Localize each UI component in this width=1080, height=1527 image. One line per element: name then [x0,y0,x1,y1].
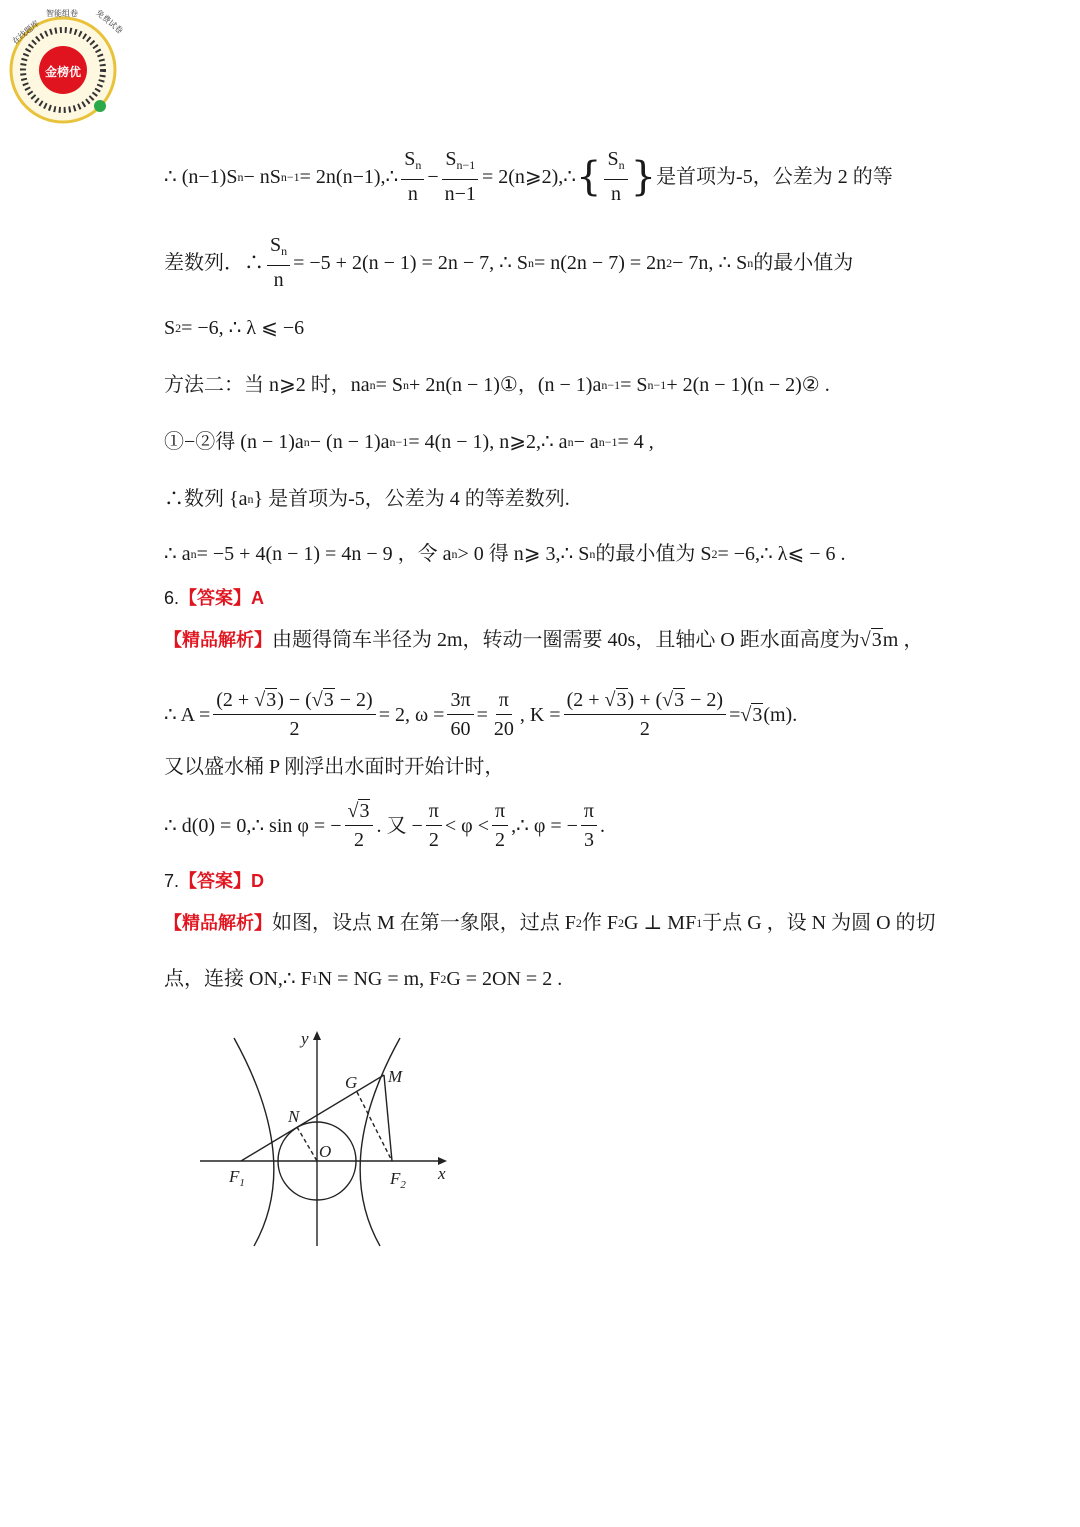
l10-a: ∴ A = [164,703,211,726]
label-f2-sub: 2 [400,1179,406,1191]
l1-d: = 2(n⩾2),∴ [481,165,577,188]
l7-b: = −5 + 4(n − 1) = 4n − 9 ，令 a [196,543,452,565]
l7-e: = −6,∴ λ⩽ − 6 . [717,543,846,565]
logo-center-text: 金榜优 [44,65,82,79]
l14-c: G ⊥ MF [624,912,697,934]
l1-f2n: S [445,148,457,170]
l14-sub2: 2 [618,916,625,930]
q6-answer-tag: 【答案】 [179,588,252,608]
l9-rad: 3 [871,629,882,651]
l1-frac-2 [442,147,479,206]
l12-d: ,∴ φ = − [511,814,578,837]
l1-a: ∴ (n−1)S [164,165,238,188]
label-f2 [389,1169,406,1191]
l12-frac-4 [581,799,597,852]
l15-sub1: 1 [311,972,318,986]
l2-sub2: n [747,255,754,270]
jinbangyou-logo [6,6,125,128]
l7-a: ∴ a [164,543,191,565]
l2-sup: 2 [666,255,673,270]
l4-e: + 2(n − 1)(n − 2)② . [666,374,830,396]
l10-b: = 2, ω = [378,703,445,726]
l12-f1d: 2 [353,829,364,851]
l10-frac-1: $\frac{(2 + √3) - (√3 - 2)}{2}$ [213,688,375,741]
l10-e: (m). [763,703,798,726]
line-11 [164,755,504,779]
line-9 [164,628,923,652]
line-2 [164,233,853,292]
l2-frac [267,233,290,292]
label-f1 [228,1167,245,1189]
l2-c: = n(2n − 7) = 2n [533,251,667,274]
l5-sub2: n−1 [389,435,409,449]
l14-a: 如图，设点 M 在第一象限，过点 F [272,912,576,934]
l1-f3n: S [607,148,619,170]
l1-f2d: n−1 [444,183,476,205]
l15-b: N = NG = m, F [317,968,441,990]
l12-frac-1: $\frac{√3}{2}$ [345,799,374,852]
l5-sub4: n−1 [598,435,618,449]
l12-f4d: 3 [583,829,594,851]
q6-number: 6. [164,588,180,608]
q7-answer-tag: 【答案】 [179,871,252,891]
l4-d: = S [620,374,648,396]
l1-f1ns: n [415,158,422,172]
l10-f1n-c: − 2) [334,689,373,711]
l10-f4n-r1: 3 [616,689,627,711]
l14-sub3: 1 [696,916,703,930]
l10-frac-4: $\frac{(2 + √3) + (√3 - 2)}{2}$ [564,688,726,741]
l10-sqrt: √3 [740,703,763,726]
l7-sub3: n [589,547,596,561]
label-f1-sub: 1 [239,1177,245,1189]
l12-f2n: π [426,799,442,826]
l15-c: G = 2ON = 2 . [446,968,563,990]
l9-a: 由题得筒车半径为 2m，转动一圈需要 40s，且轴心 O 距水面高度为 [272,629,860,651]
q7-answer: D [251,871,265,891]
q7-heading [164,869,264,893]
l9-b: m ， [882,629,924,651]
l4-sub2: n [403,378,410,392]
l4-a: 方法二：当 n⩾2 时，na [164,374,370,396]
l1-brace-left: { [576,153,602,200]
l1-f3ns: n [618,158,625,172]
l4-sub1: n [369,378,376,392]
l1-f1n: S [404,148,416,170]
q7-analysis-tag: 【精品解析】 [164,913,272,933]
q6-heading [164,586,264,610]
l5-b: − (n − 1)a [309,431,390,453]
l10-f4n-a: (2 + [566,689,605,711]
line-7 [164,542,846,566]
miniprogram-icon [94,100,106,112]
l12-f3d: 2 [495,829,506,851]
l1-frac-3 [604,147,627,206]
l1-f3d: n [611,183,622,205]
l10-eq: = [476,703,488,726]
l1-f1d: n [407,183,418,205]
l10-f4d: 2 [639,718,650,740]
l6-sub: n [247,492,254,506]
line-6 [164,487,570,511]
l2-b: = −5 + 2(n − 1) = 2n − 7, ∴ S [293,251,528,274]
l4-b: = S [375,374,404,396]
q6-analysis-tag: 【精品解析】 [164,630,272,650]
l1-sub1: n [237,169,244,184]
l12-f4n: π [581,799,597,826]
label-y: y [301,1029,309,1048]
l2-fns: n [281,244,288,258]
l1-c: = 2n(n−1),∴ [299,165,399,188]
l12-f1n-r: 3 [359,800,370,822]
l1-frac-1 [401,147,424,206]
l7-d: 的最小值为 S [595,543,712,565]
label-f2-letter: F [390,1169,401,1188]
l12-frac-2 [426,799,442,852]
l7-c: > 0 得 n⩾ 3,∴ S [457,543,590,565]
l12-e: . [600,814,606,837]
line-15 [164,967,562,991]
l7-sub1: n [190,547,197,561]
l5-d: − a [573,431,599,453]
l15-sub2: 2 [440,972,447,986]
l2-a: 差数列．∴ [164,251,264,274]
line-m-f2 [384,1075,392,1161]
l5-c: = 4(n − 1), n⩾2,∴ a [408,431,568,453]
l15-a: 点，连接 ON,∴ F [164,968,312,990]
l10-f1n-b: ) − ( [277,689,312,711]
line-12 [164,799,605,852]
l1-minus: − [427,165,439,188]
l5-e: = 4 , [617,431,654,453]
l12-f3n: π [492,799,508,826]
l10-f2d: 60 [450,718,471,740]
l1-b: − nS [243,165,281,188]
l10-frac-3 [491,688,517,741]
label-g: G [345,1073,358,1092]
l3-a: S [164,317,176,339]
l5-sub3: n [567,435,574,449]
l2-e: 的最小值为 [753,251,854,274]
l12-a: ∴ d(0) = 0,∴ sin φ = − [164,814,342,837]
l2-d: − 7n, ∴ S [672,251,748,274]
l4-c: + 2n(n − 1)①，(n − 1)a [409,374,602,396]
dashed-o-n [297,1127,317,1161]
label-m: M [388,1067,403,1086]
l9-sqrt: √3 [859,629,882,651]
l1-f2ns: n−1 [456,158,476,172]
line-3 [164,316,304,340]
l5-a: ①−②得 (n − 1)a [164,431,304,453]
l4-sub3: n−1 [601,378,621,392]
line-f1-m [241,1075,384,1161]
line-1 [164,147,893,206]
logo-ring-text-2: 智能组卷 [46,9,78,18]
y-axis-arrow [313,1031,321,1040]
label-x: x [438,1164,446,1183]
line-10 [164,688,797,741]
l1-e: 是首项为-5，公差为 2 的等 [656,165,893,188]
l12-frac-3 [492,799,508,852]
l10-f4n-b: ) + ( [627,689,663,711]
l14-d: 于点 G ，设 N 为圆 O 的切 [702,912,936,934]
l10-frac-2 [447,688,473,741]
l10-c: , K = [519,703,561,726]
label-o: O [319,1142,332,1161]
hyperbola-left-branch [234,1038,274,1246]
l10-f1n-r1: 3 [266,689,277,711]
l3-b: = −6, ∴ λ ⩽ −6 [181,317,305,339]
l2-sub: n [527,255,534,270]
l12-f2d: 2 [428,829,439,851]
l5-sub1: n [303,435,310,449]
l10-f1d: 2 [289,718,300,740]
q6-answer: A [251,588,265,608]
label-n: N [288,1107,300,1126]
l4-sub4: n−1 [647,378,667,392]
l10-f3d: 20 [493,718,514,740]
l2-fn: S [270,234,282,256]
l1-brace-right: } [630,153,657,200]
l10-f1n-r2: 3 [323,689,334,711]
l10-f1n-a: (2 + [216,689,255,711]
l10-f4n-c: − 2) [685,689,724,711]
l12-c: < φ < [444,814,489,837]
l10-f2n: 3π [447,688,473,715]
l10-f4n-r2: 3 [674,689,685,711]
q7-number: 7. [164,871,180,891]
l11-a: 又以盛水桶 P 刚浮出水面时开始计时， [164,756,505,778]
logo-ring-text-1: 在线题库 [10,18,41,47]
l3-sub: 2 [175,321,182,335]
l7-sub2: n [451,547,458,561]
l14-b: 作 F [581,912,619,934]
l14-sub1: 2 [575,916,582,930]
logo-ring-text-3: 免费试卷 [94,8,125,36]
l2-fd: n [273,269,284,291]
l6-b: } 是首项为-5，公差为 4 的等差数列. [253,488,570,510]
l10-f3n: π [496,688,512,715]
l1-sub2: n−1 [280,169,300,184]
l6-a: ∴数列 {a [164,488,248,510]
l10-d: = [729,703,741,726]
l12-b: . 又 − [376,814,423,837]
label-f1-letter: F [229,1167,240,1186]
line-5 [164,430,654,454]
hyperbola-figure [198,1024,454,1250]
line-14 [164,911,936,935]
l10-r: 3 [752,703,763,726]
line-4 [164,373,830,397]
l7-sub4: 2 [711,547,718,561]
